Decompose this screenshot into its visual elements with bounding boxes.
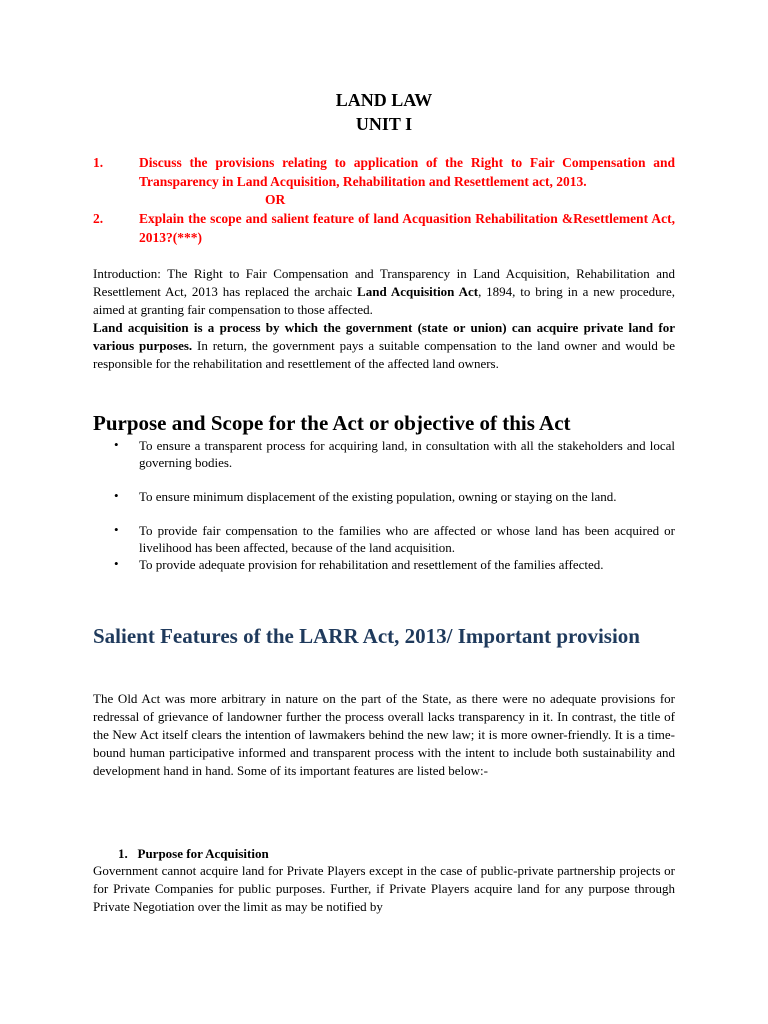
intro-text: , 1894, to bring in a new procedure, aimed at granting fair compensation to those affected. (93, 284, 675, 317)
bullet-text: To ensure a transparent process for acquiring land, in consultation with all the stakeholders and local governing bodies. (139, 438, 675, 470)
or-separator: OR (265, 192, 286, 207)
bullet-icon: • (114, 437, 119, 452)
question-text: Discuss the provisions relating to application of the Right to Fair Compensation and Transparency in Land Acquisition, Rehabilitation and Resettlement act, 2013. (139, 155, 675, 189)
question-2 (93, 210, 675, 247)
intro-text: : The Right to Fair Compensation and Transparency in Land Acquisition, Rehabilitation and Resettlement Act, 2013 has replaced the archaic (93, 266, 675, 299)
bullet-icon: • (114, 556, 119, 571)
unit-title (0, 114, 768, 134)
unit-title-text: UNIT I (355, 114, 413, 134)
bullet-icon: • (114, 522, 119, 537)
document-title: LAND LAW (335, 90, 433, 110)
bullet-text: To provide fair compensation to the families who are affected or whose land has been acquired or livelihood has been affected, because of the land acquisition. (139, 523, 675, 555)
question-number: 1. (93, 155, 104, 170)
bullet-icon: • (114, 488, 119, 503)
bullet-item (114, 488, 675, 505)
question-1 (93, 154, 675, 191)
feature-1-paragraph: Government cannot acquire land for Private Players except in the case of public-private partnership projects or for Private Companies for public purposes. Further, if Private Players acquire land for any purpose through Private Negotiation over the limit as may be notified by (93, 863, 675, 914)
question-number: 2. (93, 211, 104, 226)
bullet-item (114, 556, 675, 573)
salient-paragraph: The Old Act was more arbitrary in nature on the part of the State, as there were no adequate provisions for redressal of grievance of landowner further the process overall lacks transparency in it. In contrast, the title of the New Act itself clears the intention of lawmakers behind the new law; it is more owner-friendly. It is a time-bound human participative informed and transparent process with the intent to include both sustainability and development hand in hand. Some of its important features are listed below:- (93, 691, 675, 778)
question-text: Explain the scope and salient feature of land Acquasition Rehabilitation &Resettlement Act, 2013?(***) (139, 211, 675, 245)
bullet-item (114, 437, 675, 471)
bullet-item (114, 522, 675, 556)
salient-heading: Salient Features of the LARR Act, 2013/ Important provision (93, 624, 640, 648)
intro-label: Introduction (93, 266, 158, 281)
intro-act-name: Land Acquisition Act (357, 284, 479, 299)
introduction-paragraph (93, 265, 675, 373)
intro-definition: Land acquisition is a process by which the government (state or union) can acquire private land for various purposes. (93, 320, 675, 353)
intro-text: In return, the government pays a suitable compensation to the land owner and would be responsible for the rehabilitation and resettlement of the affected land owners. (93, 338, 675, 371)
feature-1-title-text: 1. Purpose for Acquisition (118, 846, 269, 861)
bullet-text: To ensure minimum displacement of the existing population, owning or staying on the land. (139, 489, 617, 504)
feature-1-title (118, 846, 269, 862)
bullet-text: To provide adequate provision for rehabilitation and resettlement of the families affected. (139, 557, 604, 572)
purpose-heading: Purpose and Scope for the Act or objective of this Act (93, 411, 571, 435)
